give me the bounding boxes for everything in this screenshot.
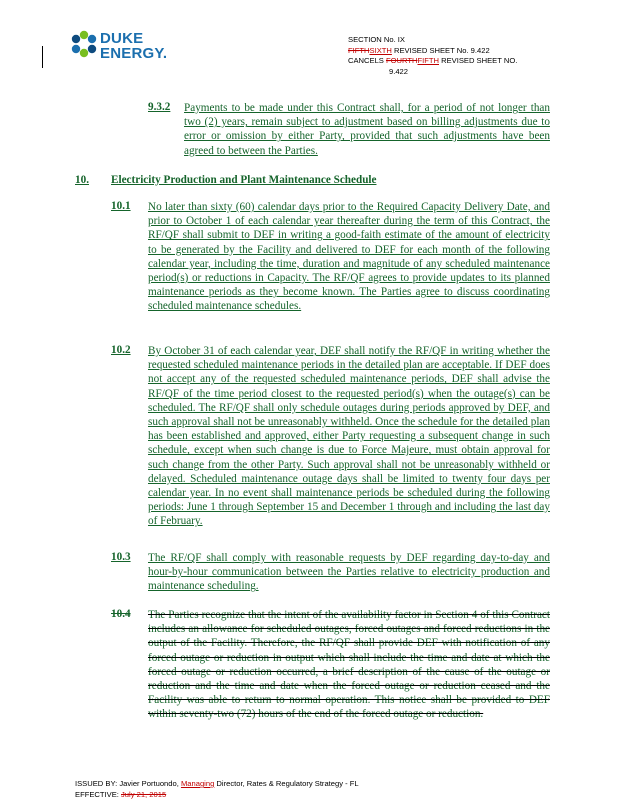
issued-by-rest: Director, Rates & Regulatory Strategy - FL bbox=[214, 779, 359, 788]
effective-line bbox=[75, 790, 359, 801]
revision-bar bbox=[42, 46, 43, 68]
section-10-1-number: 10.1 bbox=[111, 200, 131, 212]
section-10-title: Electricity Production and Plant Maintenance Schedule bbox=[111, 174, 377, 186]
section-10-2-text bbox=[148, 344, 550, 529]
inserted-text: Managing bbox=[180, 779, 215, 788]
inserted-text: FIFTH bbox=[417, 56, 439, 65]
logo-line-2: ENERGY. bbox=[100, 45, 168, 62]
cancels-text: REVISED SHEET NO. bbox=[439, 56, 518, 65]
section-10-1-text bbox=[148, 200, 550, 314]
cancels-line bbox=[348, 56, 608, 67]
paragraph: The RF/QF shall comply with reasonable requests by DEF regarding day-to-day and hour-by-hour communication between the Parties relative to electricity production and maintenance scheduling. bbox=[148, 552, 550, 593]
deleted-text: FOURTH bbox=[385, 56, 418, 65]
paragraph: The Parties recognize that the intent of the availability factor in Section 4 of this Contract includes an allowance for scheduled outages, forced outages and forced reductions in the output of the Facility. Therefore, the RF/QF shall provide DEF with notification of any forced outage or reduction in output which shall include the time and date at which the forced outage or reduction occurred, a brief description of the cause of the outage or reduction and the time and date when the forced outage or reduction ceased and the Facility was able to return to normal operation. This notice shall be provided to DEF within seventy-two (72) hours of the end of the forced outage or reduction. bbox=[148, 609, 550, 721]
issued-by-prefix: ISSUED BY: Javier Portuondo, bbox=[75, 779, 181, 788]
revised-sheet-text: REVISED SHEET No. 9.422 bbox=[391, 45, 490, 55]
effective-prefix: EFFECTIVE: bbox=[75, 789, 121, 799]
section-10-3-number: 10.3 bbox=[111, 551, 131, 563]
section-10-4-text-deleted bbox=[148, 608, 550, 722]
section-10-number: 10. bbox=[75, 174, 89, 186]
section-10-4-number: 10.4 bbox=[111, 608, 131, 620]
deleted-text: FIFTH bbox=[348, 45, 370, 55]
paragraph: By October 31 of each calendar year, DEF shall notify the RF/QF in writing whether the requested scheduled maintenance periods in the detailed plan are acceptable. If DEF does not accept any of the requested scheduled maintenance periods, DEF shall advise the RF/QF of the time period closest to the requested period(s) when the outage(s) can be scheduled. The RF/QF shall only schedule outages during periods approved by DEF, and such approval shall not be unreasonably withheld. Once the schedule for the detailed plan has been established and approved, either Party requesting a subsequent change in such schedule, except when such change is due to Force Majeure, must obtain approval for such change from the other Party. Such approval shall not be unreasonably withheld or delayed. Scheduled maintenance outage days shall be limited to twenty four days per calendar year. In no event shall maintenance periods be scheduled during the following periods: June 1 through September 15 and December 1 through and including the last day of February. bbox=[148, 345, 550, 528]
section-9-3-2-number: 9.3.2 bbox=[148, 101, 171, 113]
issued-by-line bbox=[75, 779, 359, 790]
logo-wordmark bbox=[100, 31, 167, 61]
inserted-text: SIXTH bbox=[369, 45, 392, 55]
section-10-3-text bbox=[148, 551, 550, 594]
section-10-2-number: 10.2 bbox=[111, 344, 131, 356]
section-number: SECTION No. IX bbox=[348, 35, 405, 44]
section-9-3-2-text bbox=[184, 101, 550, 158]
cancels-prefix: CANCELS bbox=[348, 56, 386, 65]
paragraph: Payments to be made under this Contract shall, for a period of not longer than two (2) years, remain subject to adjustment based on billing adjustments due to error or omission by either Party, provided that such adjustments have been agreed to between the Parties. bbox=[184, 102, 550, 157]
paragraph: No later than sixty (60) calendar days prior to the Required Capacity Delivery Date, and prior to October 1 of each calendar year thereafter during the term of this Contract, the RF/QF shall submit to DEF in writing a good-faith estimate of the amount of electricity to be generated by the Facility and delivered to DEF for each month of the following calendar year, including the time, duration and magnitude of any scheduled maintenance period(s) or reductions in Capacity. The RF/QF agrees to provide updates to its planned maintenance periods as they become known. The Parties agree to discuss coordinating scheduled maintenance schedules. bbox=[148, 201, 550, 313]
footer bbox=[75, 779, 359, 800]
logo-line-1: DUKE bbox=[100, 30, 144, 47]
sheet-header bbox=[348, 35, 608, 77]
revised-sheet-line bbox=[348, 46, 608, 57]
cancels-sheet-number: 9.422 bbox=[389, 66, 409, 76]
deleted-text: July 21, 2015 bbox=[121, 789, 167, 799]
